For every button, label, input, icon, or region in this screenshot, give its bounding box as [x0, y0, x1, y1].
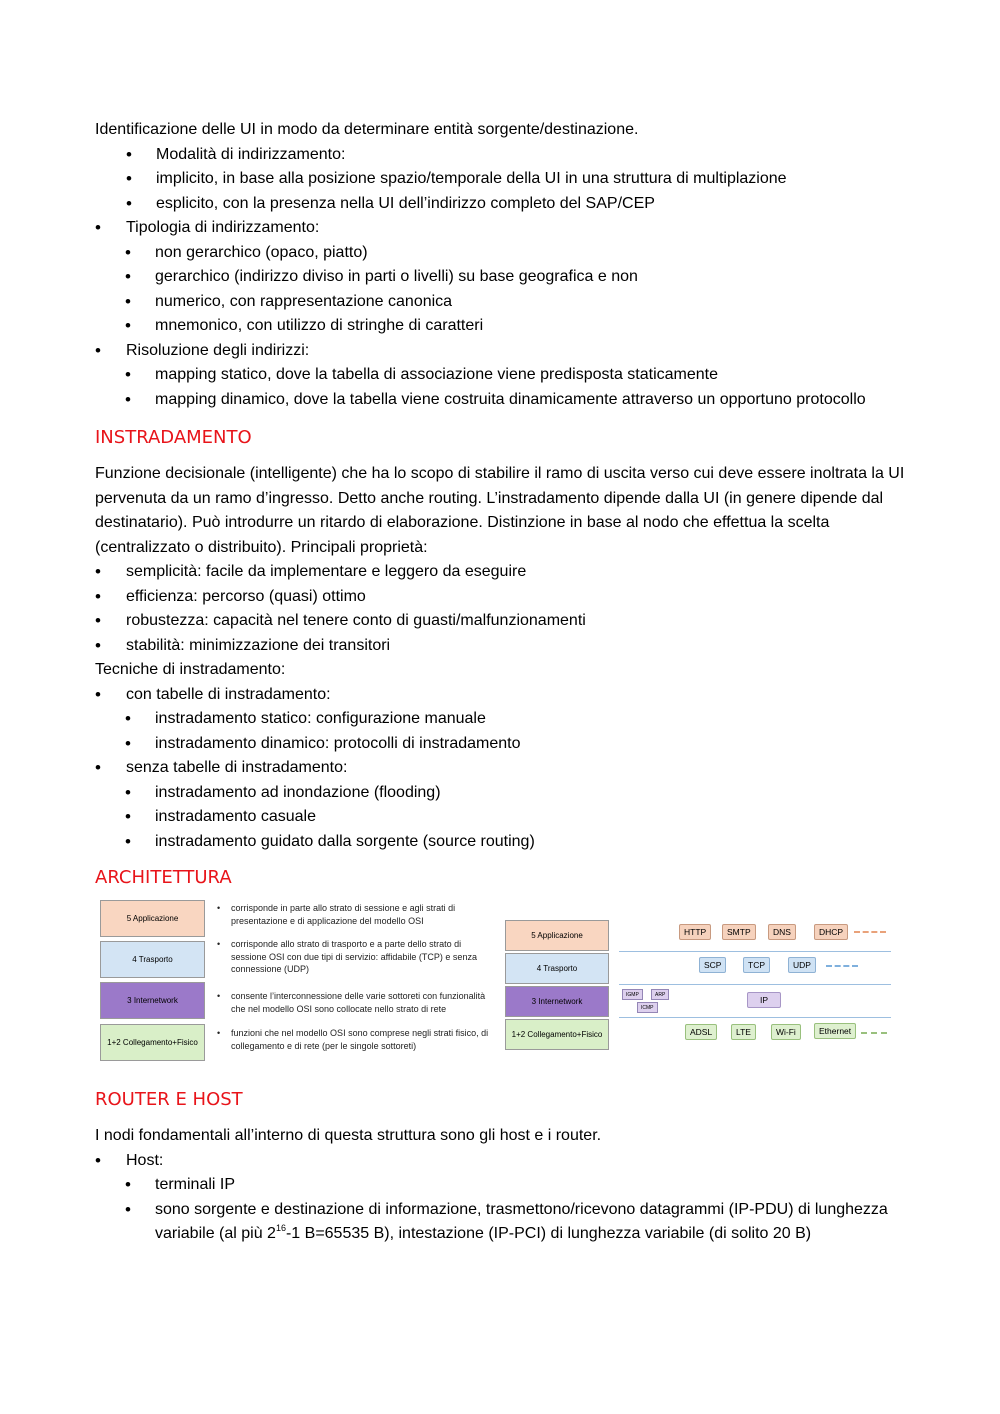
protocol-igmp: IGMP: [622, 989, 643, 1000]
list-item: • instradamento casuale: [95, 805, 905, 830]
list-item: • mapping statico, dove la tabella di associazione viene predisposta staticamente: [95, 363, 905, 388]
intro-paragraph: Identificazione delle UI in modo da determinare entità sorgente/destinazione.: [95, 121, 639, 138]
list-item: • Host:: [95, 1149, 905, 1174]
list-item: • stabilità: minimizzazione dei transitori: [95, 634, 905, 659]
heading-router-host: ROUTER E HOST: [95, 1089, 243, 1110]
stack-applicazione: 5 Applicazione: [505, 920, 609, 951]
list-item: • instradamento ad inondazione (flooding): [95, 781, 905, 806]
list-item: • numerico, con rappresentazione canonica: [95, 290, 905, 315]
risoluzione-list: [95, 339, 905, 364]
document-page: [95, 118, 905, 1247]
list-item: • non gerarchico (opaco, piatto): [95, 241, 905, 266]
list-item: • mapping dinamico, dove la tabella viene costruita dinamicamente attraverso un opportuno protocollo: [95, 388, 905, 413]
list-item: • Modalità di indirizzamento:: [95, 143, 905, 168]
protocol-ethernet: Ethernet: [814, 1023, 856, 1039]
tecniche-list-2: [95, 756, 905, 781]
risoluzione-sublist: [95, 363, 905, 412]
protocol-wifi: Wi-Fi: [771, 1024, 801, 1040]
architecture-figure: [95, 900, 905, 1072]
router-paragraph: I nodi fondamentali all’interno di questa struttura sono gli host e i router.: [95, 1127, 602, 1144]
list-item: • esplicito, con la presenza nella UI dell’indirizzo completo del SAP/CEP: [95, 192, 905, 217]
protocol-scp: SCP: [699, 957, 726, 973]
protocol-icmp: ICMP: [637, 1002, 658, 1013]
layer-applicazione: 5 Applicazione: [100, 900, 205, 937]
list-item: • instradamento statico: configurazione manuale: [95, 707, 905, 732]
protocol-lte: LTE: [731, 1024, 756, 1040]
list-item: • instradamento guidato dalla sorgente (source routing): [95, 830, 905, 855]
list-item: • gerarchico (indirizzo diviso in parti o livelli) su base geografica e non: [95, 265, 905, 290]
protocol-smtp: SMTP: [722, 924, 756, 940]
host-sublist: [95, 1173, 905, 1247]
tecniche-label: Tecniche di instradamento:: [95, 661, 286, 678]
dash-line: [854, 931, 886, 933]
divider: [619, 1017, 891, 1018]
heading-architettura: ARCHITETTURA: [95, 867, 232, 888]
protocol-tcp: TCP: [743, 957, 770, 973]
protocol-adsl: ADSL: [685, 1024, 717, 1040]
con-tabelle-sublist: [95, 707, 905, 756]
list-item: • Risoluzione degli indirizzi:: [95, 339, 905, 364]
layer-collegamento: 1+2 Collegamento+Fisico: [100, 1024, 205, 1061]
divider: [619, 984, 891, 985]
protocol-arp: ARP: [651, 989, 669, 1000]
protocol-ip: IP: [747, 992, 781, 1008]
dash-line: [826, 965, 858, 967]
host-list: [95, 1149, 905, 1174]
list-item: • terminali IP: [95, 1173, 905, 1198]
list-item: • robustezza: capacità nel tenere conto di guasti/malfunzionamenti: [95, 609, 905, 634]
layer-internetwork: 3 Internetwork: [100, 982, 205, 1019]
stack-collegamento: 1+2 Collegamento+Fisico: [505, 1019, 609, 1050]
tecniche-list: [95, 683, 905, 708]
stack-internetwork: 3 Internetwork: [505, 986, 609, 1017]
instradamento-paragraph: Funzione decisionale (intelligente) che ha lo scopo di stabilire il ramo di uscita verso cui deve essere inoltrata la UI pervenuta da un ramo d’ingresso. Detto anche routing. L’instradamento dipende dalla UI (in genere dipende dal destinatario). Può introdurre un ritardo di elaborazione. Distinzione in base al nodo che effettua la scelta (centralizzato o distribuito). Principali proprietà:: [95, 465, 905, 556]
stack-trasporto: 4 Trasporto: [505, 953, 609, 984]
list-item: • implicito, in base alla posizione spazio/temporale della UI in una struttura di multiplazione: [95, 167, 905, 192]
layer-description: • consente l’interconnessione delle varie sottoreti con funzionalità che nel modello OSI sono collocate nello strato di rete: [217, 990, 489, 1015]
layer-description: • corrisponde allo strato di trasporto e a parte dello strato di sessione OSI con due tipi di servizio: affidabile (TCP) e senza connessione (UDP): [217, 938, 489, 976]
protocol-dhcp: DHCP: [814, 924, 848, 940]
modalita-list: [95, 143, 905, 217]
proprieta-list: [95, 560, 905, 658]
list-item: [95, 1198, 905, 1247]
senza-tabelle-sublist: [95, 781, 905, 855]
dash-line: [861, 1032, 887, 1034]
host-text-a: sono sorgente e destinazione di informazione, trasmettono/ricevono datagrammi (IP-PDU) di lunghezza variabile (al più 2: [155, 1200, 888, 1242]
host-text-b: -1 B=65535 B), intestazione (IP-PCI) di lunghezza variabile (di solito 20 B): [285, 1225, 812, 1242]
protocol-dns: DNS: [768, 924, 796, 940]
list-item: • efficienza: percorso (quasi) ottimo: [95, 585, 905, 610]
tipologia-list: [95, 216, 905, 241]
tipologia-sublist: [95, 241, 905, 339]
list-item: • semplicità: facile da implementare e leggero da eseguire: [95, 560, 905, 585]
layer-description: • corrisponde in parte allo strato di sessione e agli strati di presentazione e di applicazione del modello OSI: [217, 902, 489, 927]
list-item: • instradamento dinamico: protocolli di instradamento: [95, 732, 905, 757]
list-item: • Tipologia di indirizzamento:: [95, 216, 905, 241]
heading-instradamento: INSTRADAMENTO: [95, 427, 252, 448]
layer-description: • funzioni che nel modello OSI sono comprese negli strati fisico, di collegamento e di rete (per le singole sottoreti): [217, 1027, 489, 1052]
list-item: • con tabelle di instradamento:: [95, 683, 905, 708]
protocol-udp: UDP: [788, 957, 816, 973]
layer-trasporto: 4 Trasporto: [100, 941, 205, 978]
list-item: • mnemonico, con utilizzo di stringhe di caratteri: [95, 314, 905, 339]
superscript: 16: [275, 1223, 286, 1233]
list-item: • senza tabelle di instradamento:: [95, 756, 905, 781]
divider: [619, 951, 891, 952]
protocol-http: HTTP: [679, 924, 711, 940]
